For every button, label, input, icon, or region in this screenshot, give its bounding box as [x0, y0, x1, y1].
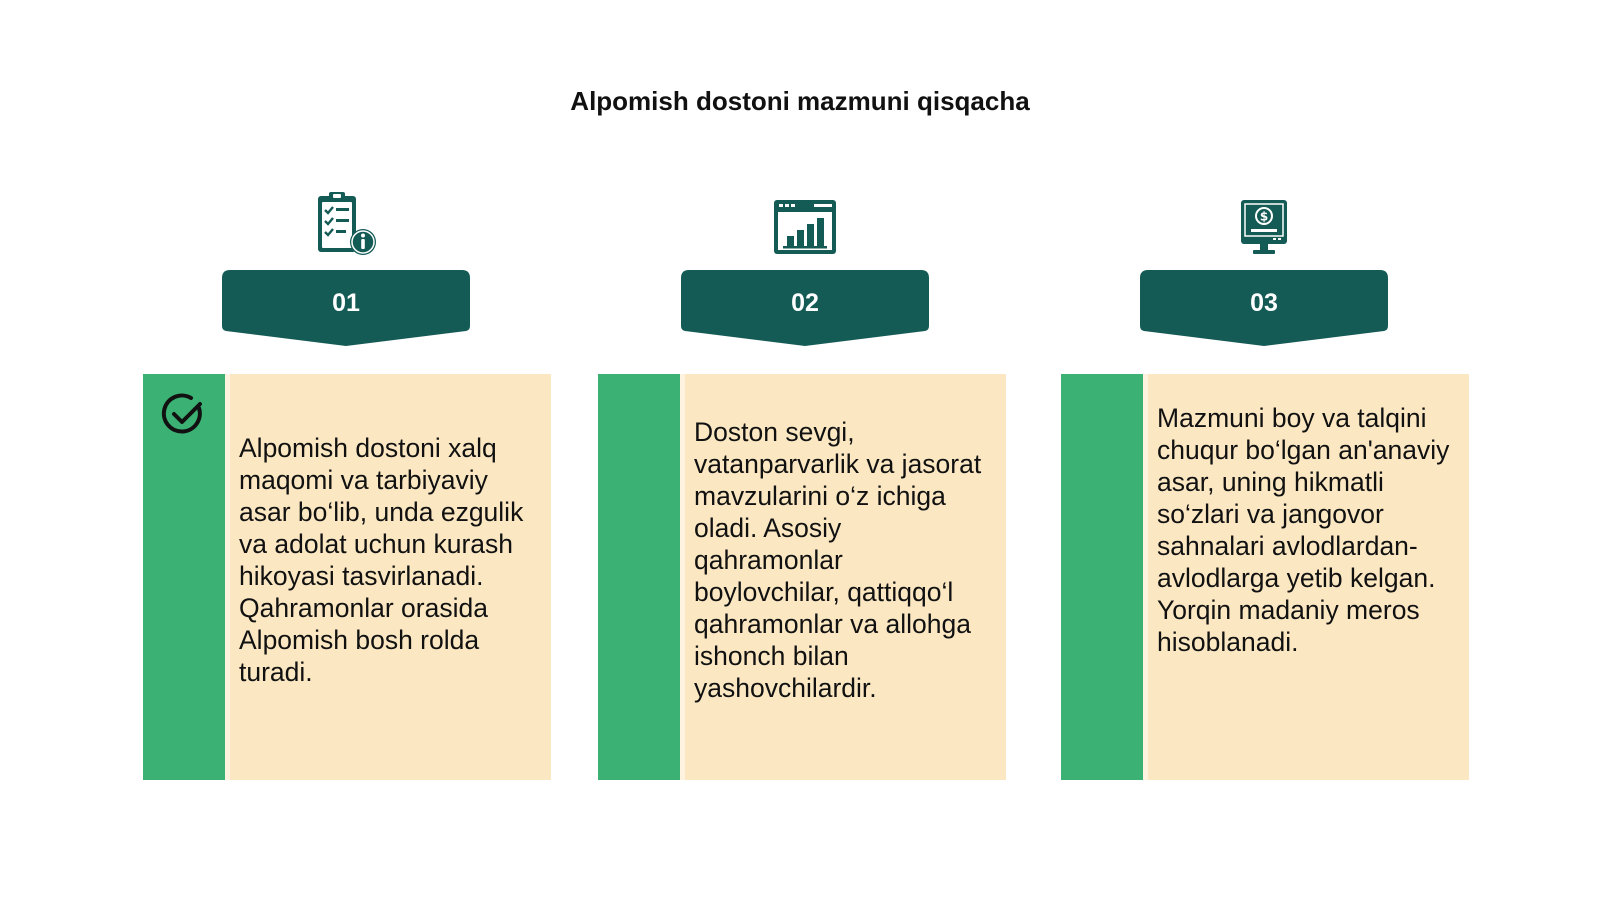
- column-header-3: [1140, 186, 1388, 352]
- monitor-dollar-icon: [1140, 186, 1388, 256]
- content-card-1: [143, 374, 551, 780]
- card-divider: [680, 374, 685, 780]
- step-number-2: 02: [791, 289, 819, 317]
- check-circle-icon: [161, 392, 207, 443]
- step-badge-1: [222, 270, 470, 350]
- content-card-2: [598, 374, 1006, 780]
- card-text-1: Alpomish dostoni xalq maqomi va tarbiyaviy asar bo‘lib, unda ezgulik va adolat uchun kurash hikoyasi tasvirlanadi. Qahramonlar orasida Alpomish bosh rolda turadi.: [239, 433, 524, 687]
- card-text-2: Doston sevgi, vatanparvarlik va jasorat mavzularini o‘z ichiga oladi. Asosiy qahramonlar boylovchilar, qattiqqo‘l qahramonlar va allohga ishonch bilan yashovchilardir.: [694, 417, 982, 703]
- step-number-3: 03: [1250, 289, 1278, 317]
- card-accent-stripe: [1061, 374, 1143, 780]
- column-header-2: [681, 186, 929, 352]
- content-card-3: [1061, 374, 1469, 780]
- step-number-1: 01: [332, 289, 360, 317]
- card-divider: [1143, 374, 1148, 780]
- step-badge-2: [681, 270, 929, 350]
- browser-bar-chart-icon: [681, 186, 929, 256]
- card-text-3: Mazmuni boy va talqini chuqur bo‘lgan an'anaviy asar, uning hikmatli so‘zlari va jangovor sahnalari avlodlardan-avlodlarga yetib kelgan. Yorqin madaniy meros hisoblanadi.: [1157, 403, 1450, 657]
- svg-text:$: $: [1259, 209, 1269, 224]
- page-title: Alpomish dostoni mazmuni qisqacha: [570, 86, 1030, 116]
- card-divider: [225, 374, 230, 780]
- step-badge-3: [1140, 270, 1388, 350]
- card-accent-stripe: [598, 374, 680, 780]
- column-header-1: [222, 186, 470, 352]
- clipboard-checklist-info-icon: [222, 186, 470, 256]
